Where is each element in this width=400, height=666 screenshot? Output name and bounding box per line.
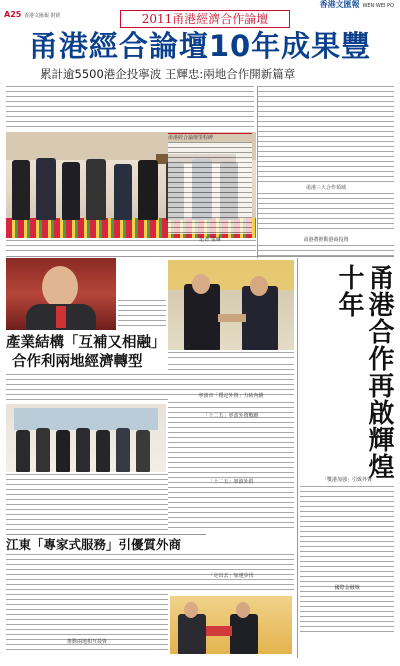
award-photo xyxy=(170,596,292,654)
logo-text: 香港文匯報 xyxy=(319,0,360,9)
box-heading-investment: 甬港將推動港商投資 xyxy=(303,237,349,243)
group-text xyxy=(6,474,168,530)
box-heading-trade: 「十二五」寧波外貿 xyxy=(208,479,254,485)
group-photo xyxy=(6,404,166,472)
box-heading-city: 國際金融城 xyxy=(334,585,360,591)
vertical-headline: 甬港合作再啟輝煌十年 xyxy=(334,264,394,480)
box-heading-attract: 「雙港加強」引致外資 xyxy=(321,477,372,483)
subheadline: 累計逾5500港企投寧波 王輝忠:兩地合作開新篇章 xyxy=(40,67,296,81)
box-heading-mutual: 推動兩地相互投資 xyxy=(66,639,107,645)
portrait-caption xyxy=(118,300,166,330)
box-heading-out: 「走出去」加速步伐 xyxy=(208,573,254,579)
box-heading-milestones: 甬港經合論壇里程碑 xyxy=(168,133,252,142)
byline: 記者 張琳 xyxy=(199,237,221,243)
handshake-caption xyxy=(168,352,294,362)
mid-body-text xyxy=(168,402,294,532)
milestones-text xyxy=(168,142,252,234)
page-number: A25 xyxy=(4,10,22,19)
intro-text-block xyxy=(6,86,254,130)
logo-sub: WEN WEI PO xyxy=(362,3,394,9)
fields-text xyxy=(258,193,394,233)
box-heading-interior: 「十二五」寧波外資戰略 xyxy=(203,413,259,419)
right-lower-text xyxy=(300,486,394,636)
box-heading-inner: 寧波市「穩定外資」力拓內銷 xyxy=(198,393,264,399)
right-column-text xyxy=(258,86,394,182)
page-info: 香港文匯報 財經 xyxy=(24,13,61,19)
bottom-left-text xyxy=(6,554,168,650)
section-title: 2011甬港經濟合作論壇 xyxy=(120,10,290,28)
box-heading-fields: 甬港三大合作領域 xyxy=(305,185,346,191)
mid-text-top xyxy=(6,374,168,402)
mid-headline-line1: 產業結構「互補又相融」 xyxy=(6,335,166,351)
mid-headline-line2: 合作利兩地經濟轉型 xyxy=(12,354,143,370)
bottom-headline: 江東「專家式服務」引優質外商 xyxy=(6,534,206,553)
column-rule xyxy=(257,86,258,258)
mid-headline xyxy=(6,334,168,372)
column-rule xyxy=(297,258,298,658)
handshake-photo xyxy=(168,260,294,350)
portrait-photo xyxy=(6,258,116,330)
newspaper-logo xyxy=(320,0,394,11)
main-headline: 甬港經合論壇10年成果豐 xyxy=(28,29,372,63)
horizontal-rule xyxy=(6,256,394,257)
